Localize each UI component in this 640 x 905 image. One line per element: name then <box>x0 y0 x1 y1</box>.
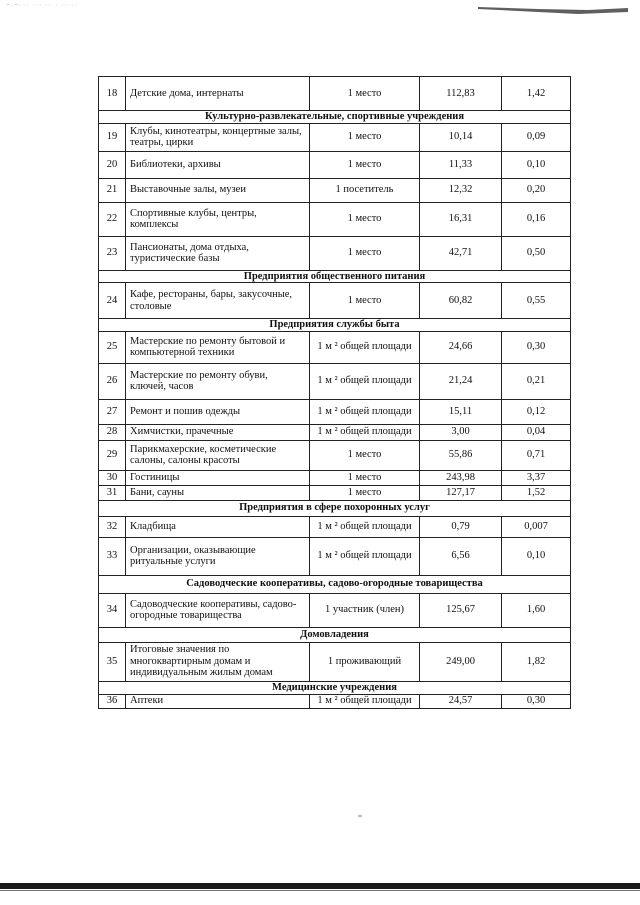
section-title-gardening: Садоводческие кооперативы, садово-огородные товарищества <box>99 575 571 593</box>
row-number: 34 <box>99 593 126 627</box>
row-value-2: 0,50 <box>502 236 571 270</box>
row-unit: 1 место <box>310 202 420 236</box>
row-value-2: 0,04 <box>502 424 571 440</box>
row-value-2: 3,37 <box>502 470 571 485</box>
row-name: Выставочные залы, музеи <box>126 178 310 202</box>
row-value-2: 1,60 <box>502 593 571 627</box>
row-value-1: 21,24 <box>420 363 502 399</box>
row-unit: 1 м ² общей площади <box>310 516 420 537</box>
row-unit: 1 м ² общей площади <box>310 424 420 440</box>
section-title-catering: Предприятия общественного питания <box>99 270 571 283</box>
section-header <box>99 111 571 124</box>
section-title-culture: Культурно-развлекательные, спортивные учреждения <box>99 111 571 124</box>
table-row <box>99 399 571 424</box>
row-value-1: 6,56 <box>420 537 502 575</box>
table-row <box>99 178 571 202</box>
row-number: 22 <box>99 202 126 236</box>
table-row <box>99 283 571 319</box>
scan-artifact-bottom-bar <box>0 883 640 889</box>
row-number: 25 <box>99 331 126 363</box>
table-row <box>99 485 571 500</box>
row-number: 35 <box>99 642 126 681</box>
table-row <box>99 331 571 363</box>
table-row <box>99 470 571 485</box>
row-unit: 1 место <box>310 440 420 470</box>
row-value-1: 24,57 <box>420 694 502 708</box>
table-row <box>99 424 571 440</box>
row-value-2: 0,09 <box>502 123 571 151</box>
row-value-2: 0,55 <box>502 283 571 319</box>
row-name: Мастерские по ремонту обуви, ключей, часов <box>126 363 310 399</box>
section-header <box>99 319 571 332</box>
table-row <box>99 123 571 151</box>
row-name: Библиотеки, архивы <box>126 151 310 178</box>
row-value-1: 125,67 <box>420 593 502 627</box>
tariff-table <box>98 76 571 709</box>
row-value-1: 127,17 <box>420 485 502 500</box>
row-value-1: 10,14 <box>420 123 502 151</box>
row-number: 21 <box>99 178 126 202</box>
row-number: 32 <box>99 516 126 537</box>
row-number: 33 <box>99 537 126 575</box>
row-value-1: 3,00 <box>420 424 502 440</box>
row-unit: 1 место <box>310 123 420 151</box>
table-row <box>99 537 571 575</box>
section-title-funeral: Предприятия в сфере похоронных услуг <box>99 500 571 516</box>
row-name: Итоговые значения по многоквартирным домам и индивидуальным жилым домам <box>126 642 310 681</box>
row-name: Клубы, кинотеатры, концертные залы, театры, цирки <box>126 123 310 151</box>
row-number: 36 <box>99 694 126 708</box>
row-value-1: 16,31 <box>420 202 502 236</box>
row-value-1: 243,98 <box>420 470 502 485</box>
row-value-2: 0,007 <box>502 516 571 537</box>
row-number: 19 <box>99 123 126 151</box>
row-unit: 1 м ² общей площади <box>310 399 420 424</box>
row-name: Ремонт и пошив одежды <box>126 399 310 424</box>
row-value-1: 60,82 <box>420 283 502 319</box>
row-value-1: 15,11 <box>420 399 502 424</box>
table-row <box>99 694 571 708</box>
row-value-2: 0,30 <box>502 694 571 708</box>
row-unit: 1 место <box>310 151 420 178</box>
section-header <box>99 575 571 593</box>
row-unit: 1 проживающий <box>310 642 420 681</box>
row-value-2: 0,71 <box>502 440 571 470</box>
row-unit: 1 м ² общей площади <box>310 694 420 708</box>
section-header <box>99 681 571 694</box>
row-unit: 1 посетитель <box>310 178 420 202</box>
row-value-2: 0,10 <box>502 151 571 178</box>
table-row <box>99 440 571 470</box>
section-title-households: Домовладения <box>99 627 571 642</box>
row-value-2: 0,10 <box>502 537 571 575</box>
row-name: Пансионаты, дома отдыха, туристические базы <box>126 236 310 270</box>
section-title-medical: Медицинские учреждения <box>99 681 571 694</box>
scan-artifact-bottom-line <box>0 890 640 891</box>
table-row <box>99 363 571 399</box>
row-name: Спортивные клубы, центры, комплексы <box>126 202 310 236</box>
scan-artifact-top-right <box>478 4 628 16</box>
row-value-2: 0,20 <box>502 178 571 202</box>
row-value-2: 0,16 <box>502 202 571 236</box>
row-name: Парикмахерские, косметические салоны, салоны красоты <box>126 440 310 470</box>
row-value-1: 24,66 <box>420 331 502 363</box>
row-unit: 1 место <box>310 77 420 111</box>
row-number: 27 <box>99 399 126 424</box>
table-row <box>99 236 571 270</box>
row-number: 24 <box>99 283 126 319</box>
row-name: Аптеки <box>126 694 310 708</box>
section-header <box>99 500 571 516</box>
table-row <box>99 151 571 178</box>
row-unit: 1 м ² общей площади <box>310 537 420 575</box>
row-number: 31 <box>99 485 126 500</box>
row-unit: 1 м ² общей площади <box>310 331 420 363</box>
row-value-2: 1,42 <box>502 77 571 111</box>
row-value-1: 12,32 <box>420 178 502 202</box>
row-name: Мастерские по ремонту бытовой и компьютерной техники <box>126 331 310 363</box>
row-number: 20 <box>99 151 126 178</box>
row-number: 28 <box>99 424 126 440</box>
section-title-services: Предприятия службы быта <box>99 319 571 332</box>
row-value-2: 1,52 <box>502 485 571 500</box>
table-row <box>99 593 571 627</box>
row-unit: 1 место <box>310 236 420 270</box>
row-value-1: 249,00 <box>420 642 502 681</box>
row-value-1: 112,83 <box>420 77 502 111</box>
row-name: Кладбища <box>126 516 310 537</box>
row-value-1: 55,86 <box>420 440 502 470</box>
row-name: Гостиницы <box>126 470 310 485</box>
row-name: Детские дома, интернаты <box>126 77 310 111</box>
row-number: 26 <box>99 363 126 399</box>
scan-artifact-top-left: ~·~··· ··· ·· · ····· <box>6 2 78 9</box>
row-unit: 1 м ² общей площади <box>310 363 420 399</box>
row-value-1: 0,79 <box>420 516 502 537</box>
row-unit: 1 место <box>310 485 420 500</box>
row-name: Кафе, рестораны, бары, закусочные, столовые <box>126 283 310 319</box>
row-value-2: 1,82 <box>502 642 571 681</box>
table-row <box>99 516 571 537</box>
row-name: Садоводческие кооперативы, садово-огородные товарищества <box>126 593 310 627</box>
row-name: Химчистки, прачечные <box>126 424 310 440</box>
row-value-2: 0,30 <box>502 331 571 363</box>
table-row <box>99 77 571 111</box>
row-value-1: 42,71 <box>420 236 502 270</box>
scan-speck <box>358 815 362 817</box>
row-number: 30 <box>99 470 126 485</box>
row-value-2: 0,21 <box>502 363 571 399</box>
row-name: Организации, оказывающие ритуальные услуги <box>126 537 310 575</box>
row-unit: 1 участник (член) <box>310 593 420 627</box>
row-number: 18 <box>99 77 126 111</box>
row-value-1: 11,33 <box>420 151 502 178</box>
row-unit: 1 место <box>310 470 420 485</box>
row-number: 23 <box>99 236 126 270</box>
row-value-2: 0,12 <box>502 399 571 424</box>
section-header <box>99 270 571 283</box>
table-row <box>99 202 571 236</box>
section-header <box>99 627 571 642</box>
row-name: Бани, сауны <box>126 485 310 500</box>
row-unit: 1 место <box>310 283 420 319</box>
row-number: 29 <box>99 440 126 470</box>
table-row <box>99 642 571 681</box>
